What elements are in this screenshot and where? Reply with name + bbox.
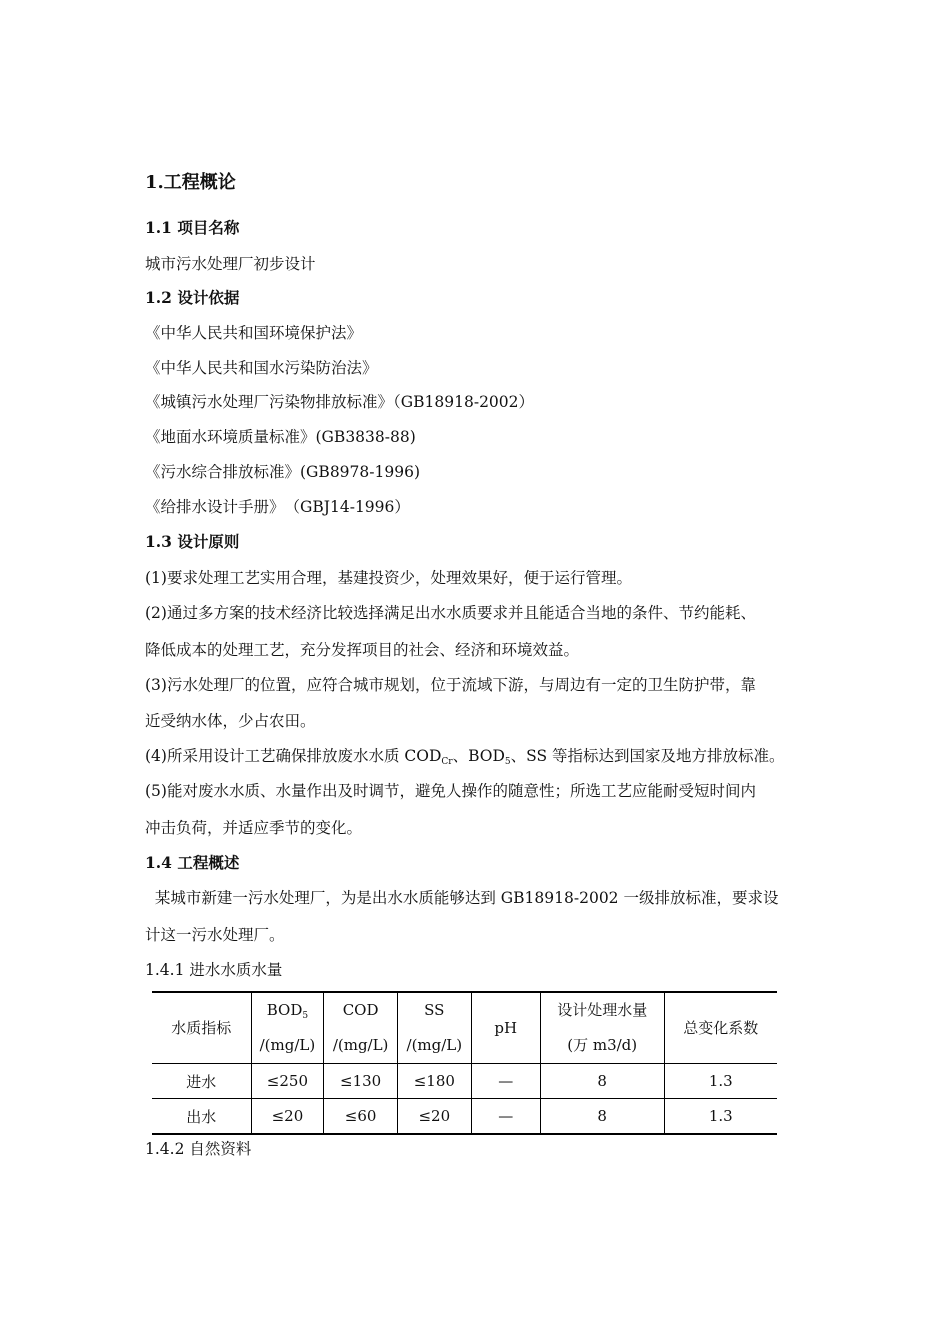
table-cell: ≤20: [397, 1099, 471, 1135]
table-cell: ≤180: [397, 1064, 471, 1099]
paragraph: (2)通过多方案的技术经济比较选择满足出水水质要求并且能适合当地的条件、节约能耗、: [145, 604, 756, 622]
paragraph: 某城市新建一污水处理厂，为是出水水质能够达到 GB18918-2002 一级排放标准，要求设: [145, 889, 779, 907]
text: 、BOD: [452, 747, 505, 765]
table-row: [152, 1099, 777, 1135]
header-unit: (万 m3/d): [567, 1036, 638, 1054]
header-cell: 总变化系数: [664, 992, 777, 1064]
paragraph: (1)要求处理工艺实用合理，基建投资少，处理效果好，便于运行管理。: [145, 569, 632, 587]
text: 、SS 等指标达到国家及地方排放标准。: [510, 747, 785, 765]
subsection-title: 1.4 工程概述: [145, 853, 240, 872]
header-text: COD: [342, 1001, 379, 1019]
header-text: BOD: [266, 1001, 303, 1019]
header-cell: [540, 992, 664, 1064]
water-quality-table: [152, 991, 777, 1135]
header-cell: [251, 992, 324, 1064]
paragraph: [145, 746, 785, 766]
paragraph: 冲击负荷，并适应季节的变化。: [145, 819, 363, 837]
subsection-title: 1.1 项目名称: [145, 218, 240, 237]
paragraph: (3)污水处理厂的位置，应符合城市规划，位于流域下游，与周边有一定的卫生防护带，靠: [145, 676, 756, 694]
reference-item: 《污水综合排放标准》(GB8978-1996): [145, 463, 420, 481]
table-cell: 出水: [152, 1099, 251, 1135]
subscript: Cr: [441, 757, 453, 767]
subsection-title: 1.3 设计原则: [145, 532, 240, 551]
paragraph: (5)能对废水水质、水量作出及时调节，避免人操作的随意性；所选工艺应能耐受短时间内: [145, 782, 756, 800]
table-cell: 8: [540, 1064, 664, 1099]
header-cell: 水质指标: [152, 992, 251, 1064]
table-cell: ≤250: [251, 1064, 324, 1099]
paragraph: 城市污水处理厂初步设计: [145, 255, 316, 273]
table-cell: ≤20: [251, 1099, 324, 1135]
paragraph: 计这一污水处理厂。: [145, 926, 285, 944]
table-cell: —: [471, 1099, 540, 1135]
table-caption: 1.4.2 自然资料: [145, 1140, 252, 1158]
reference-item: 《中华人民共和国水污染防治法》: [145, 359, 378, 377]
table-cell: 1.3: [664, 1099, 777, 1135]
header-text: SS: [424, 1001, 445, 1019]
text: (4)所采用设计工艺确保排放废水水质 COD: [145, 747, 442, 765]
reference-item: 《中华人民共和国环境保护法》: [145, 324, 363, 342]
paragraph: 近受纳水体，少占农田。: [145, 712, 316, 730]
subscript: 5: [302, 1011, 309, 1021]
table-cell: ≤60: [324, 1099, 398, 1135]
table-cell: 1.3: [664, 1064, 777, 1099]
table-cell: —: [471, 1064, 540, 1099]
header-unit: /(mg/L): [332, 1036, 389, 1054]
reference-item: 《给排水设计手册》 （GBJ14-1996）: [145, 498, 410, 516]
table-header-row: [152, 992, 777, 1064]
header-unit: /(mg/L): [259, 1036, 316, 1054]
section-heading: 1.工程概论: [145, 172, 236, 193]
header-unit: /(mg/L): [406, 1036, 463, 1054]
table-caption: 1.4.1 进水水质水量: [145, 961, 283, 979]
reference-item: 《城镇污水处理厂污染物排放标准》（GB18918-2002）: [145, 393, 535, 411]
paragraph: 降低成本的处理工艺，充分发挥项目的社会、经济和环境效益。: [145, 641, 580, 659]
reference-item: 《地面水环境质量标准》(GB3838-88): [145, 428, 416, 446]
header-text: 设计处理水量: [557, 1001, 648, 1019]
table-cell: ≤130: [324, 1064, 398, 1099]
table-cell: 8: [540, 1099, 664, 1135]
header-cell: [324, 992, 398, 1064]
table-row: [152, 1064, 777, 1099]
subscript: 5: [504, 757, 511, 767]
subsection-title: 1.2 设计依据: [145, 288, 240, 307]
table-cell: 进水: [152, 1064, 251, 1099]
header-cell: [397, 992, 471, 1064]
header-cell: pH: [471, 992, 540, 1064]
